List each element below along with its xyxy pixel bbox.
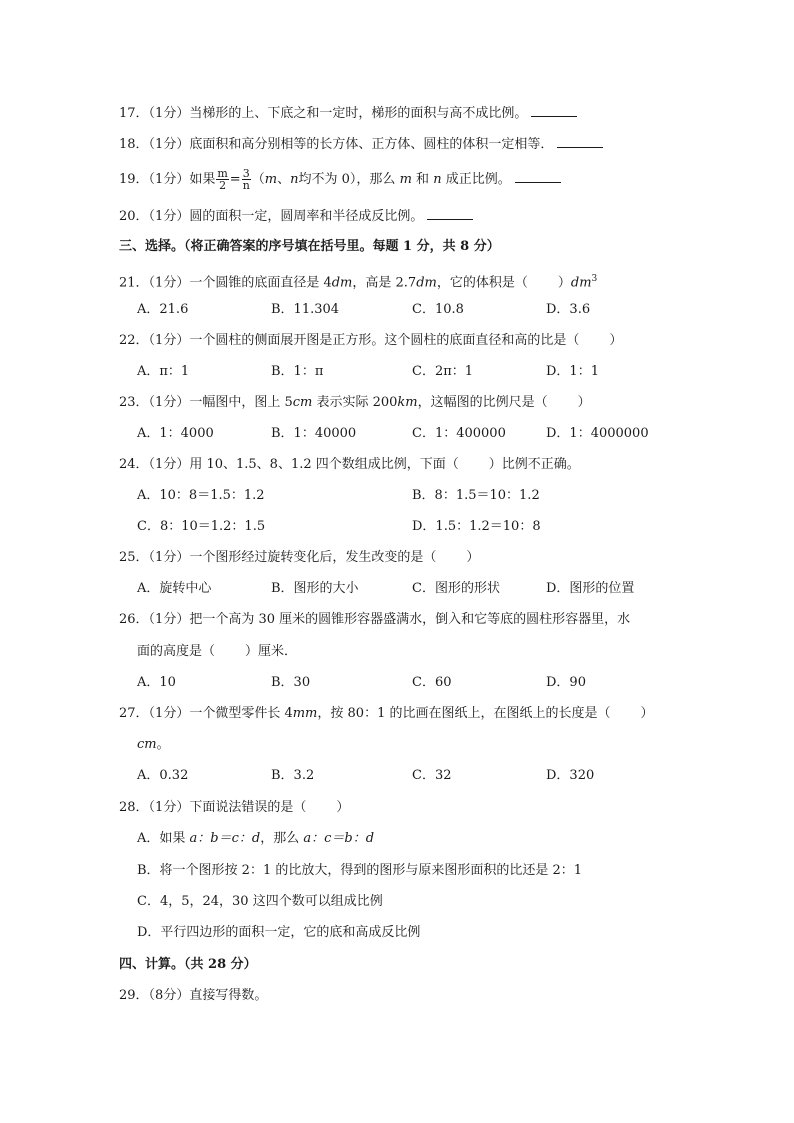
option-d[interactable]: D．1：4000000 [546,426,649,441]
variable: n [433,172,442,187]
question-text: ，按 80：1 的比画在图纸上，在图纸上的长度是（ [317,706,611,721]
ratio-expression: a：c＝b：d [303,831,375,846]
question-22 [119,332,622,350]
option-b[interactable]: B．3.2 [271,768,315,783]
question-17 [119,104,577,123]
question-score: （1分） [148,106,190,121]
question-24 [119,456,580,474]
question-text: ） [577,395,591,410]
option-text: ，那么 [260,831,304,846]
question-score: （8分） [148,988,190,1003]
question-number: 23． [119,395,149,410]
question-score: （1分） [148,800,190,815]
fraction-denominator: n [242,179,250,192]
fraction-numerator: 3 [242,167,250,180]
question-text: 均不为 0），那么 [298,172,396,187]
question-score: （1分） [148,457,190,472]
option-d[interactable]: D．平行四边形的面积一定，它的底和高成反比例 [137,925,421,940]
question-text: 把一个高为 30 厘米的圆锥形容器盛满水，倒入和它等底的圆柱形容器里，水 [189,612,631,627]
question-26-continuation [137,643,297,661]
question-text: 用 10、1.5、8、1.2 四个数组成比例，下面（ [189,457,459,472]
option-a[interactable]: A．旋转中心 [137,581,212,596]
question-text: ） [466,550,480,565]
variable: m [264,172,278,187]
option-c[interactable]: C．32 [412,768,452,783]
question-25 [119,549,479,567]
option-d[interactable]: D．1.5：1.2＝10：8 [412,519,541,534]
option-b[interactable]: B．30 [271,675,311,690]
section-heading-4: 四、计算。（共 28 分） [119,957,257,972]
option-a[interactable]: A．0.32 [137,768,189,783]
question-number: 19． [119,172,149,187]
question-number: 20． [119,209,149,224]
question-29 [119,987,267,1005]
question-text: ，它的体积是（ [436,275,528,291]
fraction-m-over-2 [216,168,228,191]
option-a[interactable]: A．1：4000 [137,426,214,441]
question-27 [119,705,653,723]
question-text: ） [640,706,654,721]
question-number: 24． [119,457,149,472]
question-text: 底面积和高分别相等的长方体、正方体、圆柱的体积一定相等． [189,137,554,152]
question-text: 一幅图中，图上 5 [189,395,293,410]
question-score: （1分） [148,209,190,224]
option-a[interactable] [137,830,374,848]
question-text: 、 [277,172,291,187]
option-b[interactable]: B．1：40000 [271,426,357,441]
answer-blank[interactable] [531,104,577,117]
option-c[interactable]: C．图形的形状 [412,581,500,596]
question-text: 一个图形经过旋转变化后，发生改变的是（ [189,550,437,565]
unit: dm [416,275,437,291]
question-text: ） [336,800,350,815]
question-text: ） [557,275,571,291]
answer-blank[interactable] [557,135,603,148]
question-number: 26． [119,612,149,627]
question-number: 22． [119,333,149,348]
question-27-continuation [137,736,170,754]
option-b[interactable]: B．8：1.5＝10：1.2 [412,488,540,503]
section-heading-3: 三、选择。（将正确答案的序号填在括号里。每题 1 分，共 8 分） [119,239,500,254]
unit: mm [292,706,318,721]
option-b[interactable]: B．11.304 [271,302,340,317]
unit: dm [570,275,592,291]
question-number: 25． [119,550,149,565]
answer-blank[interactable] [515,170,561,183]
option-d[interactable]: D．90 [546,675,586,690]
answer-blank[interactable] [427,207,473,220]
question-number: 29． [119,988,149,1003]
question-score: （1分） [148,395,190,410]
fraction-denominator: 2 [219,179,227,192]
option-c[interactable]: C．2π：1 [412,364,474,379]
unit: cm [137,737,157,752]
question-text: 面的高度是（ [137,644,216,659]
unit: dm [331,275,353,291]
question-number: 18． [119,137,149,152]
question-20 [119,207,473,226]
variable: n [290,172,299,187]
unit: cm [292,395,313,410]
question-text: 成正比例。 [445,172,511,187]
question-26 [119,611,630,629]
option-c[interactable]: C．60 [412,675,452,690]
option-a[interactable]: A．21.6 [137,302,189,317]
question-text: 表示实际 200 [312,395,398,410]
option-a[interactable]: A．10 [137,675,176,690]
exponent: 3 [591,274,598,284]
equals-sign: = [229,172,241,187]
question-text: ，高是 2.7 [352,275,417,291]
question-number: 21． [119,275,149,291]
question-score: （1分） [148,612,190,627]
option-c[interactable]: C．8：10＝1.2：1.5 [137,519,266,534]
option-c[interactable]: C．10.8 [412,302,464,317]
question-score: （1分） [148,333,190,348]
question-text: 一个圆锥的底面直径是 4 [189,275,332,291]
question-28 [119,799,349,817]
option-a[interactable]: A．π：1 [137,364,190,379]
unit: km [397,395,418,410]
question-text: 当梯形的上、下底之和一定时，梯形的面积与高不成比例。 [189,106,528,121]
question-number: 17． [119,106,149,121]
question-text: 直接写得数。 [189,988,268,1003]
question-text: 一个圆柱的侧面展开图是正方形。这个圆柱的底面直径和高的比是（ [189,333,580,348]
fraction-3-over-n [242,168,251,191]
question-score: （1分） [148,706,190,721]
question-23 [119,394,591,412]
option-label: A．如果 [137,831,190,846]
question-21 [119,270,597,292]
question-score: （1分） [148,275,190,291]
option-d[interactable]: D．320 [546,768,595,783]
option-b[interactable]: B．1：π [271,364,324,379]
question-text: （ [251,172,265,187]
option-d[interactable]: D．3.6 [546,302,591,317]
question-text: 一个微型零件长 4 [189,706,293,721]
option-b[interactable]: B．图形的大小 [271,581,359,596]
question-19 [119,168,561,191]
question-score: （1分） [148,550,190,565]
question-number: 27． [119,706,149,721]
question-18 [119,135,603,154]
question-text: 。 [156,737,170,752]
option-d[interactable]: D．1：1 [546,364,599,379]
option-d[interactable]: D．图形的位置 [546,581,635,596]
question-text: 圆的面积一定，圆周率和半径成反比例。 [189,209,424,224]
question-text: ）比例不正确。 [488,457,580,472]
question-score: （1分） [148,172,190,187]
option-b[interactable]: B．将一个图形按 2：1 的比放大，得到的图形与原来图形面积的比还是 2：1 [137,863,583,878]
question-text: 和 [416,172,430,187]
ratio-expression: a：b＝c：d [189,831,261,846]
question-text: ） [609,333,623,348]
question-text: 如果 [189,172,216,187]
option-a[interactable]: A．10：8＝1.5：1.2 [137,488,265,503]
fraction-numerator: m [217,167,228,180]
variable: m [399,172,412,187]
question-text: ）厘米． [245,644,298,659]
question-text: 下面说法错误的是（ [189,800,307,815]
question-number: 28． [119,800,149,815]
question-score: （1分） [148,137,190,152]
question-text: ，这幅图的比例尺是（ [417,395,548,410]
option-c[interactable]: C．4，5，24，30 这四个数可以组成比例 [137,894,383,909]
option-c[interactable]: C．1：400000 [412,426,506,441]
